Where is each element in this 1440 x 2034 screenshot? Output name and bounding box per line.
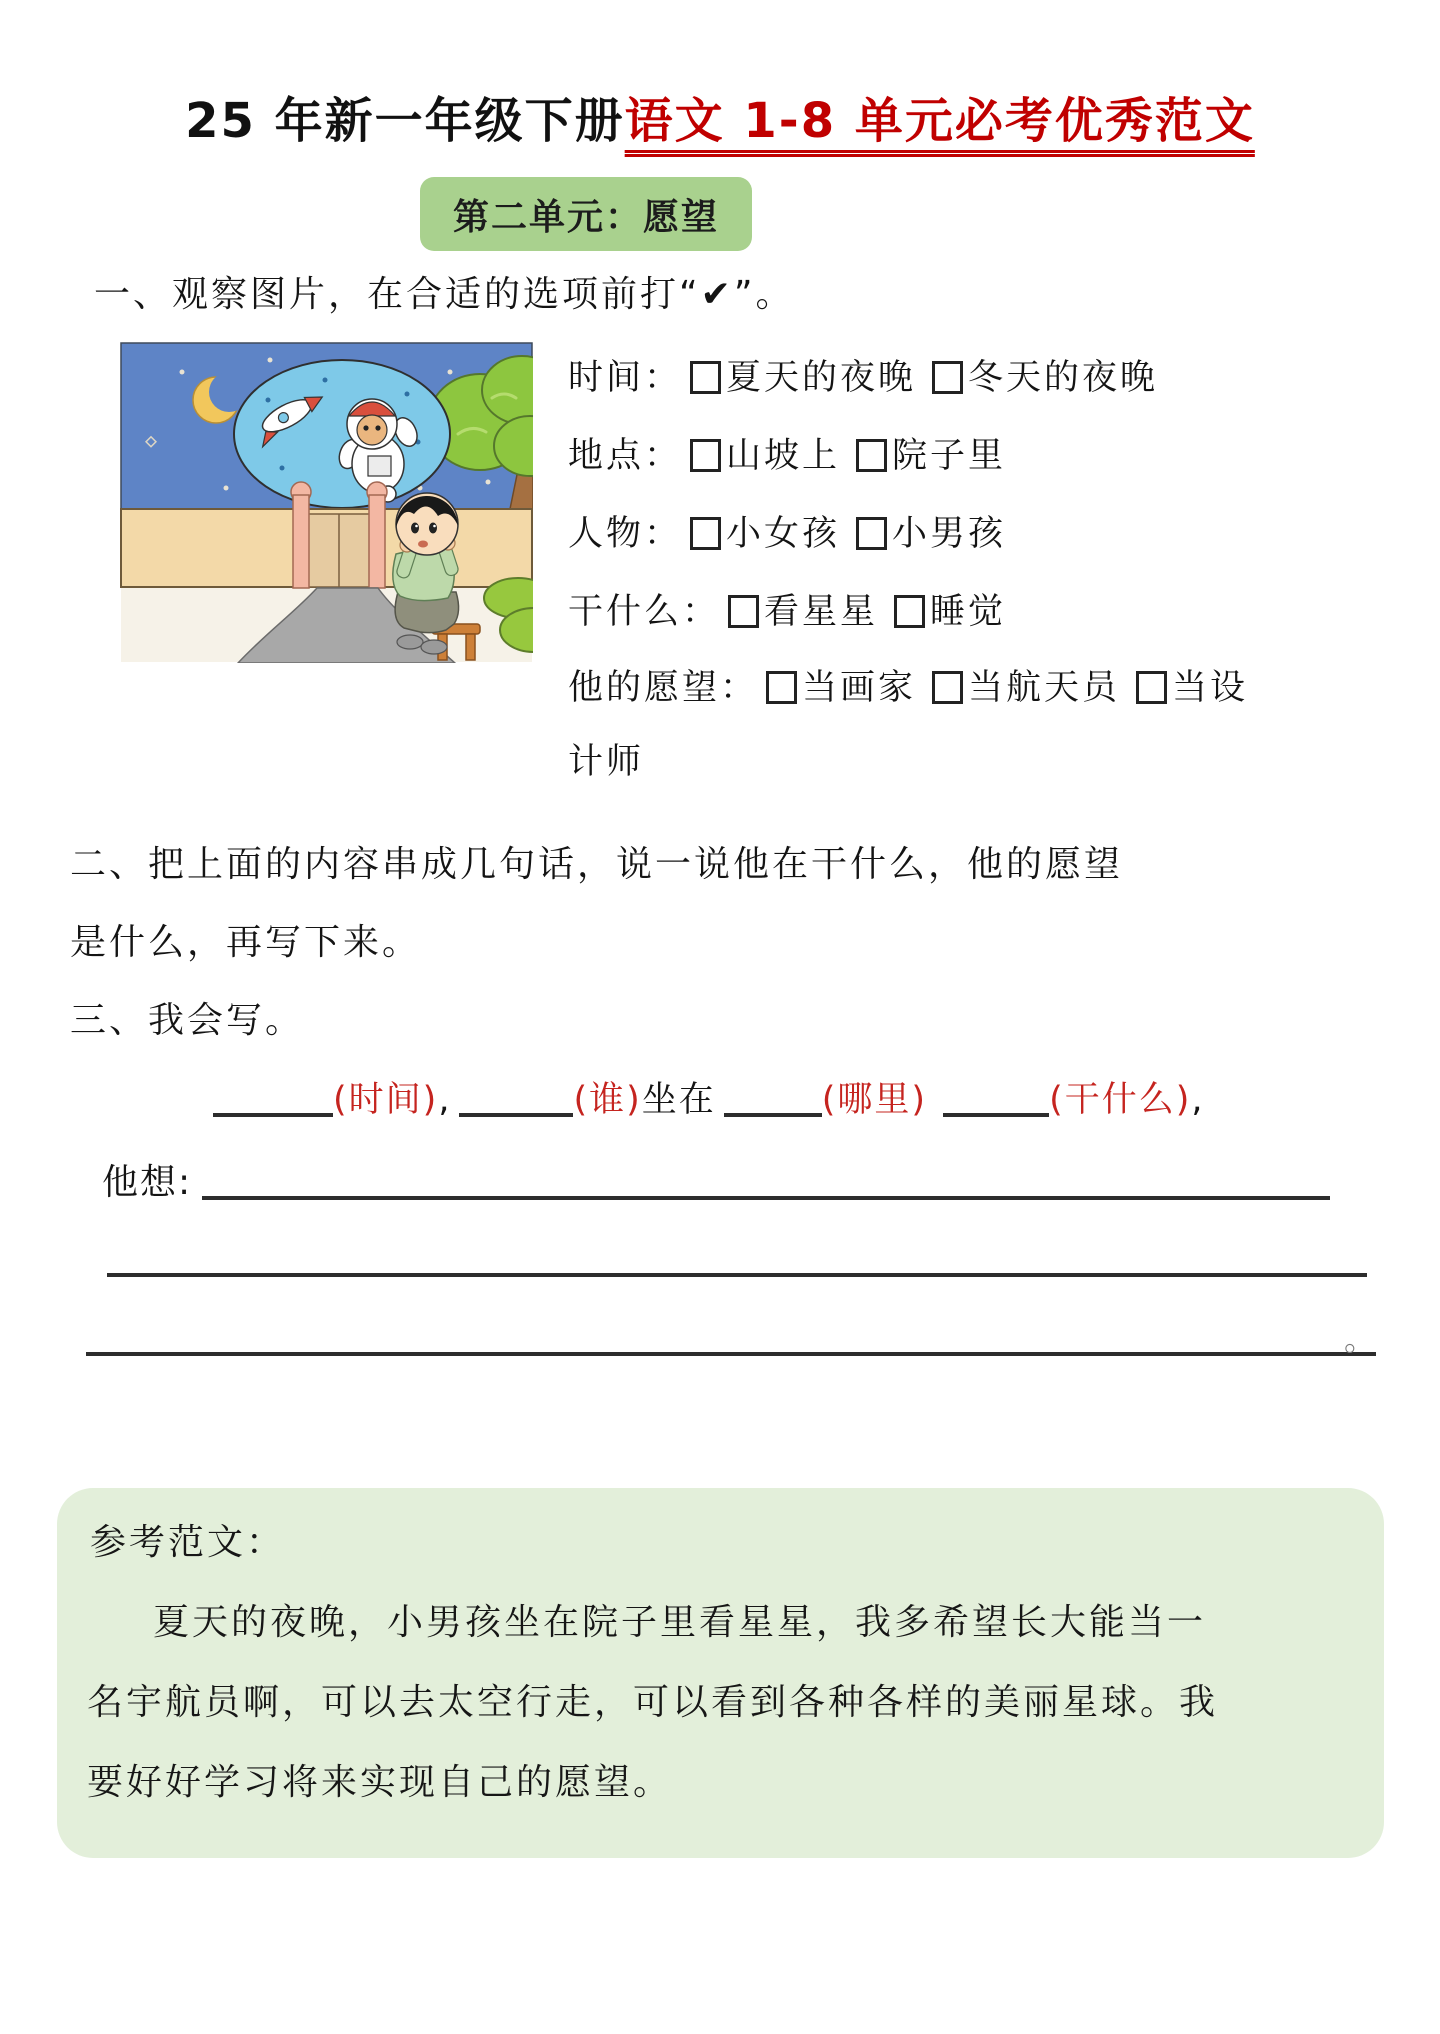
option-text: 当航天员 [968, 668, 1121, 708]
option-row-activity [568, 584, 1020, 634]
checkbox [856, 439, 887, 472]
fill-blank-who [459, 1081, 573, 1117]
option-label: 时间： [568, 358, 683, 398]
option-text: 小女孩 [726, 514, 841, 554]
option-row-place [568, 428, 1020, 478]
option-row-wish-wrap [568, 734, 644, 784]
section-two-line2: 是什么，再写下来。 [70, 922, 422, 963]
option-text: 睡觉 [930, 592, 1007, 632]
page-title [0, 82, 1440, 151]
title-black-part: 25 年新一年级下册 [185, 93, 625, 149]
he-thinks-line [102, 1154, 1330, 1205]
title-red-part: 语文 1-8 单元必考优秀范文 [624, 93, 1255, 149]
fill-hint-doing: (干什么) [1049, 1080, 1192, 1120]
section-one-heading: 一、观察图片，在合适的选项前打“✔”。 [94, 274, 795, 315]
unit-banner [420, 177, 752, 251]
checkbox [894, 595, 925, 628]
option-text: 冬天的夜晚 [968, 358, 1159, 398]
option-label: 地点： [568, 436, 683, 476]
checkbox [728, 595, 759, 628]
he-thinks-label: 他想: [102, 1162, 193, 1203]
end-period: 。 [1344, 1320, 1377, 1358]
checkbox [932, 361, 963, 394]
fill-hint-where: (哪里) [821, 1080, 928, 1120]
checkbox [690, 361, 721, 394]
checkbox [932, 671, 963, 704]
option-row-time [568, 350, 1172, 400]
reference-line: 名宇航员啊，可以去太空行走，可以看到各种各样的美丽星球。我 [87, 1682, 1219, 1723]
unit-banner-label: 第二单元：愿望 [452, 196, 719, 238]
writing-line [107, 1273, 1367, 1277]
option-text: 当画家 [802, 668, 917, 708]
fill-blank-doing [943, 1081, 1049, 1117]
checkbox [690, 439, 721, 472]
checkbox [766, 671, 797, 704]
scene-illustration [120, 342, 533, 663]
option-row-wish [568, 660, 1262, 710]
checkbox [690, 517, 721, 550]
option-text: 山坡上 [726, 436, 841, 476]
fill-hint-who: (谁) [573, 1080, 642, 1120]
reference-line: 夏天的夜晚，小男孩坐在院子里看星星，我多希望长大能当一 [153, 1602, 1207, 1643]
fill-hint-time: (时间) [333, 1080, 439, 1120]
fill-comma: , [1191, 1080, 1205, 1120]
option-text: 计师 [568, 742, 645, 782]
fill-template-line [213, 1072, 1213, 1122]
option-label: 干什么： [568, 592, 721, 632]
section-two-line1: 二、把上面的内容串成几句话，说一说他在干什么，他的愿望 [70, 844, 1124, 885]
section-three-heading: 三、我会写。 [70, 1000, 305, 1041]
writing-line [86, 1352, 1376, 1356]
fill-comma: , [438, 1080, 452, 1120]
option-label: 他的愿望： [568, 668, 759, 708]
checkbox [856, 517, 887, 550]
checkbox [1136, 671, 1167, 704]
option-text: 看星星 [764, 592, 879, 632]
option-label: 人物： [568, 514, 683, 554]
fill-blank-where [724, 1081, 822, 1117]
option-text: 小男孩 [892, 514, 1007, 554]
writing-line [202, 1164, 1330, 1200]
option-text: 院子里 [892, 436, 1007, 476]
fill-blank-time [213, 1081, 333, 1117]
reference-line: 要好好学习将来实现自己的愿望。 [87, 1762, 673, 1803]
option-row-person [568, 506, 1020, 556]
option-text: 当设 [1172, 668, 1249, 708]
reference-box [57, 1488, 1384, 1858]
fill-text-sit: 坐在 [641, 1080, 716, 1120]
thought-bubble [234, 360, 450, 508]
reference-title: 参考范文： [90, 1522, 286, 1563]
option-text: 夏天的夜晚 [726, 358, 917, 398]
